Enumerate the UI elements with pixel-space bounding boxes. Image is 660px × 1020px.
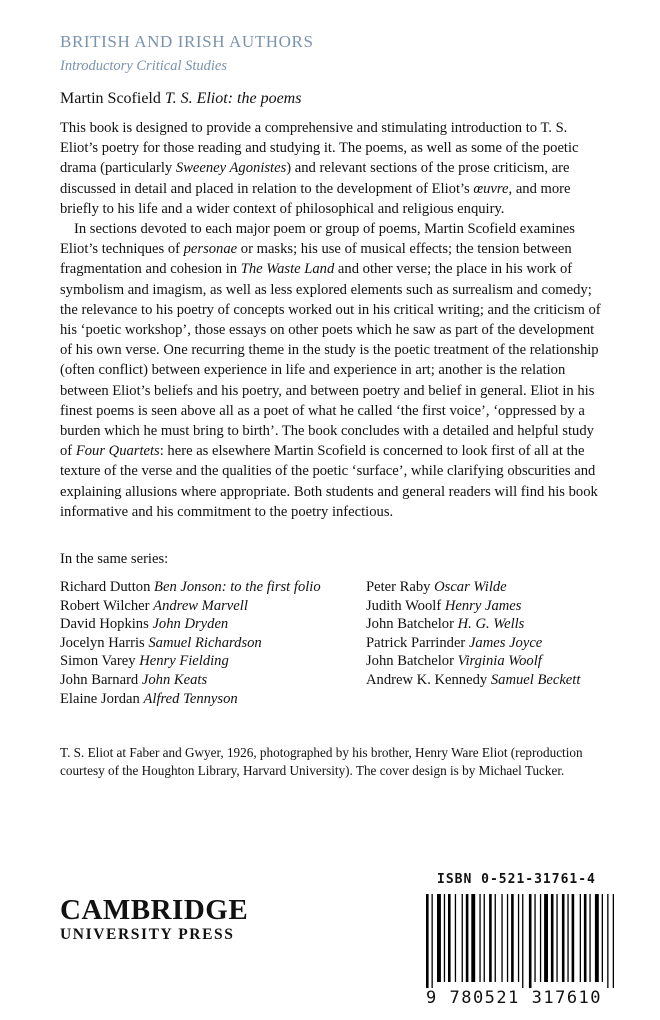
entry-author: John Barnard (60, 671, 139, 688)
barcode-bar (556, 894, 557, 982)
barcode-bar (584, 894, 587, 982)
text-run: ) and relevant sections of the prose criticism, are discussed in detail and placed in relation to the development of Eliot’s (60, 160, 570, 197)
entry-author: Patrick Parrinder (366, 634, 466, 651)
barcode-bar (562, 894, 565, 982)
barcode-bar (602, 894, 603, 982)
entry-title: John Dryden (152, 616, 229, 633)
barcode-bar (507, 894, 508, 982)
entry-author: Simon Varey (60, 653, 136, 670)
barcode-bar (522, 894, 523, 988)
series-entry (366, 615, 580, 634)
barcode-bar (511, 894, 514, 982)
barcode-bar (471, 894, 475, 982)
barcode-bar (444, 894, 445, 982)
entry-author: Jocelyn Harris (60, 634, 145, 651)
book-author: Martin Scofield (60, 90, 161, 107)
barcode-bar (484, 894, 485, 982)
barcode-bar (437, 894, 441, 982)
text-run: and other verse; the place in his work of symbolism and imagism, as well as less explored elements such as surrealism and comedy; the relevance to his poetry of concepts worked out in his critical writing; and the criticism of his ‘poetic workshop’, those essays on other poets which he saw as part of the development of his own verse. One recurring theme in the study is the poetic treatment of the relationship (often conflict) between experience in life and experience in art; another is the relation between Eliot’s beliefs and his poetry, and between poetry and belief in general. Eliot in his finest poems is seen above all as a poet of what he called ‘the first voice’, ‘oppressed by a burden which he must bring to birth’. The book concludes with a detailed and helpful study of (60, 261, 601, 460)
entry-author: Robert Wilcher (60, 597, 150, 614)
barcode-bar (466, 894, 469, 982)
barcode-bar (426, 894, 429, 988)
entry-title: Oscar Wilde (434, 579, 507, 595)
series-list-left (60, 578, 321, 708)
italic-word: personae (183, 241, 238, 258)
barcode-bar (613, 894, 614, 988)
entry-title: Andrew Marvell (153, 597, 248, 614)
barcode-bar (534, 894, 535, 982)
series-entry (60, 615, 321, 634)
publisher-subname: UNIVERSITY PRESS (60, 926, 235, 943)
entry-author: Judith Woolf (366, 597, 442, 614)
series-entry (60, 578, 321, 597)
barcode-bar (572, 894, 575, 982)
barcode-bar (551, 894, 554, 982)
series-entry (60, 652, 321, 671)
series-entry (60, 597, 321, 616)
entry-title: Samuel Beckett (490, 671, 581, 688)
entry-title: Samuel Richardson (148, 634, 262, 651)
publisher-logo (60, 895, 248, 944)
italic-title: The Waste Land (240, 261, 335, 278)
barcode-bar (455, 894, 456, 982)
text-run: or masks; his use of musical effects; the tension between fragmentation and cohesion in (60, 241, 572, 278)
description-paragraph-1 (60, 118, 608, 219)
barcode-bar (501, 894, 502, 982)
barcode-bar (607, 894, 608, 988)
series-entry (366, 578, 580, 597)
barcode-bar (518, 894, 519, 982)
entry-title: Virginia Woolf (457, 653, 542, 670)
italic-title: Sweeney Agonistes (175, 160, 287, 177)
series-entry (366, 634, 580, 653)
entry-author: Peter Raby (366, 579, 431, 595)
entry-title: Alfred Tennyson (143, 690, 238, 707)
book-title: T. S. Eliot: the poems (164, 90, 302, 107)
series-entry (60, 671, 321, 690)
italic-word: œuvre (473, 180, 509, 197)
entry-author: John Batchelor (366, 653, 454, 670)
entry-title: Henry James (444, 597, 522, 614)
text-run: In sections devoted to each major poem or group of poems, Martin Scofield examines Eliot’s techniques of (60, 221, 575, 258)
isbn-number: ISBN 0-521-31761-4 (437, 872, 596, 887)
entry-title: Henry Fielding (139, 653, 229, 670)
entry-author: Andrew K. Kennedy (366, 671, 488, 688)
entry-title: H. G. Wells (457, 616, 525, 633)
series-entry (60, 634, 321, 653)
same-series-label: In the same series: (60, 551, 169, 567)
series-title: BRITISH AND IRISH AUTHORS (60, 32, 314, 51)
entry-title: James Joyce (468, 634, 543, 651)
text-run: : here as elsewhere Martin Scofield is concerned to look first of all at the texture of the verse and the qualities of the poetic ‘surface’, while clarifying obscurities and explaining allusions where appropriate. Both students and general readers will find his book informative and his commitment to the poetry infectious. (60, 443, 598, 520)
book-description (60, 118, 608, 522)
text-run: This book is designed to provide a comprehensive and stimulating introduction to T. S. Eliot’s poetry for those reading and studying it. The poems, as well as some of the poetic drama (particularly (60, 120, 579, 177)
barcode-bar (432, 894, 433, 988)
description-paragraph-2 (60, 219, 608, 522)
series-entry (366, 597, 580, 616)
italic-title: Four Quartets (75, 443, 160, 460)
barcode-bar (479, 894, 480, 982)
barcode-bar (589, 894, 590, 982)
barcode-bar (567, 894, 568, 982)
barcode-bar (540, 894, 541, 982)
barcode-bar (595, 894, 599, 982)
barcode-bar (448, 894, 451, 982)
barcode-bar (529, 894, 532, 988)
series-subtitle: Introductory Critical Studies (60, 58, 228, 74)
series-entry (60, 690, 321, 709)
publisher-name: CAMBRIDGE (60, 894, 249, 926)
barcode-bar (544, 894, 548, 982)
text-run: , and more briefly to his life and a wider context of philosophical and religious enquiry. (60, 180, 571, 217)
series-list-right (366, 578, 580, 690)
barcode-digits: 9 780521 317610 (426, 988, 603, 1008)
series-entry (366, 652, 580, 671)
barcode-bar (495, 894, 496, 982)
barcode-bar (580, 894, 581, 982)
book-heading (60, 90, 301, 108)
cover-credit: T. S. Eliot at Faber and Gwyer, 1926, photographed by his brother, Henry Ware Eliot (reproduction courtesy of the Houghton Library, Harvard University). The cover design is by Michael Tucker. (60, 745, 583, 778)
barcode-image (426, 894, 614, 988)
entry-author: Richard Dutton (60, 579, 151, 595)
series-entry (366, 671, 580, 690)
entry-author: David Hopkins (60, 616, 149, 633)
entry-title: Ben Jonson: to the first folio (154, 579, 321, 595)
entry-author: John Batchelor (366, 616, 454, 633)
barcode-bar (462, 894, 463, 982)
entry-title: John Keats (141, 671, 208, 688)
barcode-bar (489, 894, 492, 982)
entry-author: Elaine Jordan (60, 690, 140, 707)
